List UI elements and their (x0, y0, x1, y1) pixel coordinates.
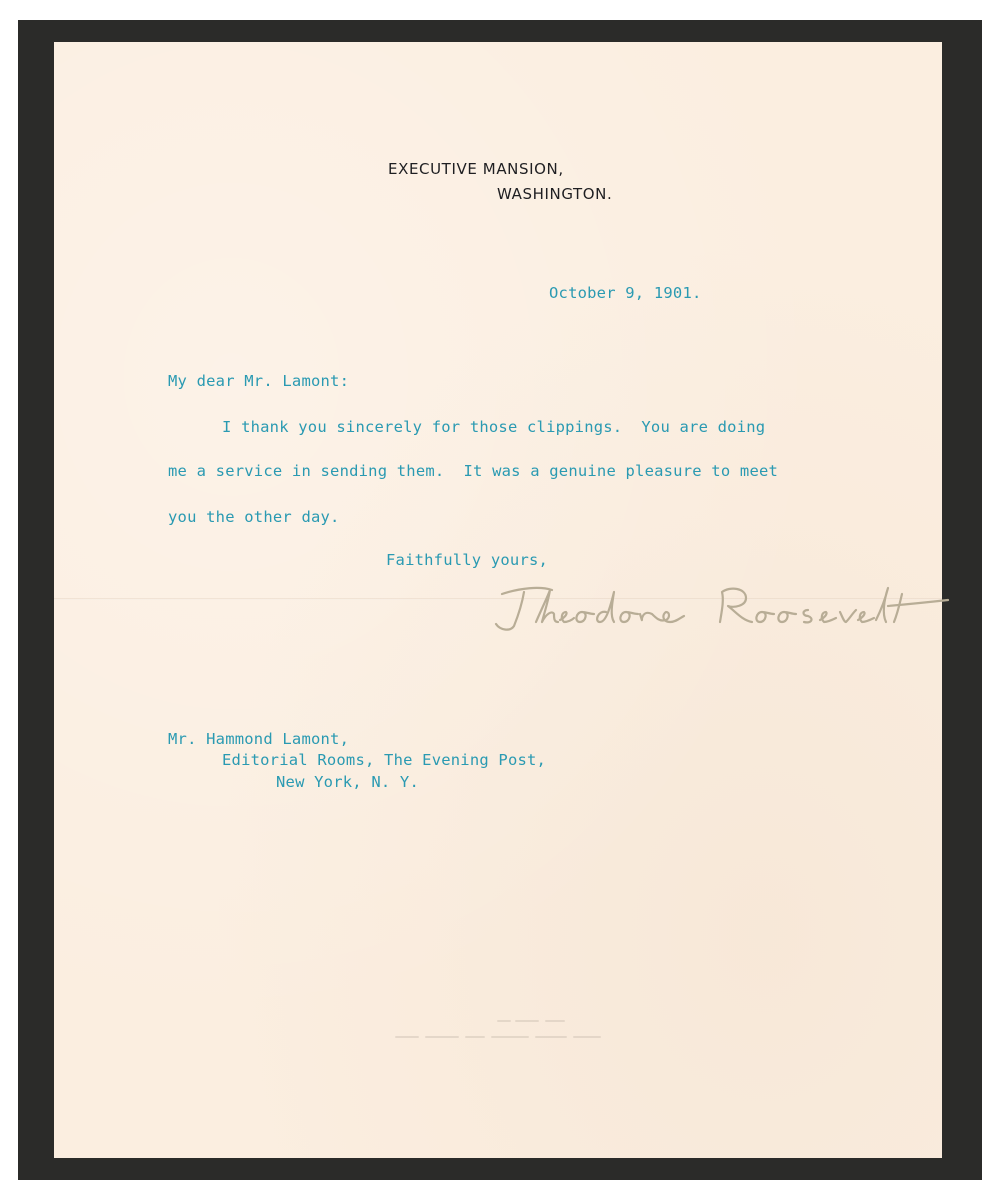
letter-body-line-1: I thank you sincerely for those clippings. You are doing (222, 418, 766, 436)
letter-body-line-3: you the other day. (168, 508, 340, 526)
letterhead-line-2: WASHINGTON. (497, 185, 613, 203)
letter-date: October 9, 1901. (549, 284, 702, 302)
letterhead-line-1: EXECUTIVE MANSION, (388, 160, 564, 178)
letter-body-line-2: me a service in sending them. It was a genuine pleasure to meet (168, 462, 779, 480)
addressee-line-2: Editorial Rooms, The Evening Post, (222, 751, 547, 769)
addressee-line-3: New York, N. Y. (276, 773, 419, 791)
letter-salutation: My dear Mr. Lamont: (168, 372, 350, 390)
handwritten-signature (490, 578, 950, 642)
addressee-line-1: Mr. Hammond Lamont, (168, 730, 350, 748)
faint-blind-stamp (388, 1015, 608, 1055)
letter-closing: Faithfully yours, (386, 551, 549, 569)
